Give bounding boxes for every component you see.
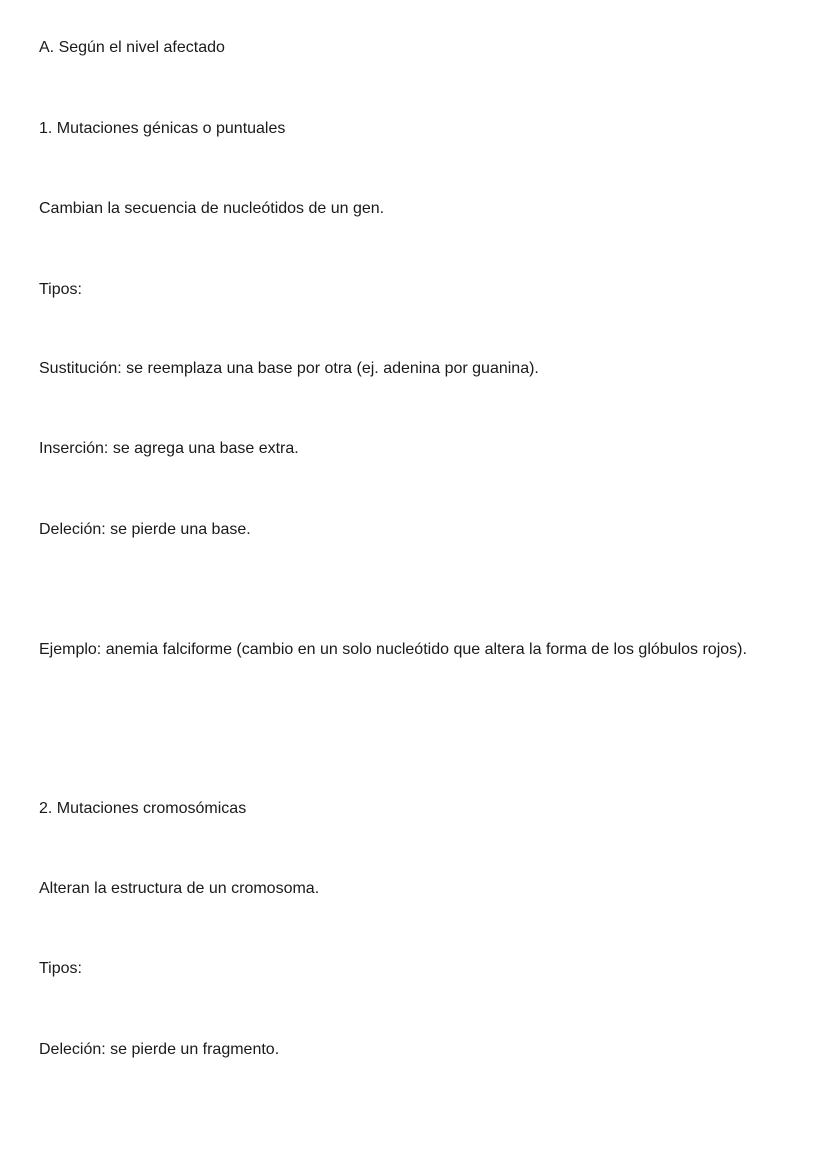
subsection-heading-gene-mutations: 1. Mutaciones génicas o puntuales <box>39 120 286 137</box>
example-paragraph: Ejemplo: anemia falciforme (cambio en un solo nucleótido que altera la forma de los glóbulos rojos). <box>39 641 747 658</box>
type-deletion-fragment: Deleción: se pierde un fragmento. <box>39 1041 280 1058</box>
type-substitution: Sustitución: se reemplaza una base por otra (ej. adenina por guanina). <box>39 360 539 377</box>
subsection-heading-chromosomal-mutations: 2. Mutaciones cromosómicas <box>39 800 247 817</box>
types-label: Tipos: <box>39 281 82 298</box>
type-deletion: Deleción: se pierde una base. <box>39 521 251 538</box>
paragraph-description: Alteran la estructura de un cromosoma. <box>39 880 320 897</box>
types-label: Tipos: <box>39 960 82 977</box>
type-insertion: Inserción: se agrega una base extra. <box>39 440 299 457</box>
paragraph-description: Cambian la secuencia de nucleótidos de un gen. <box>39 200 385 217</box>
section-heading: A. Según el nivel afectado <box>39 39 225 56</box>
